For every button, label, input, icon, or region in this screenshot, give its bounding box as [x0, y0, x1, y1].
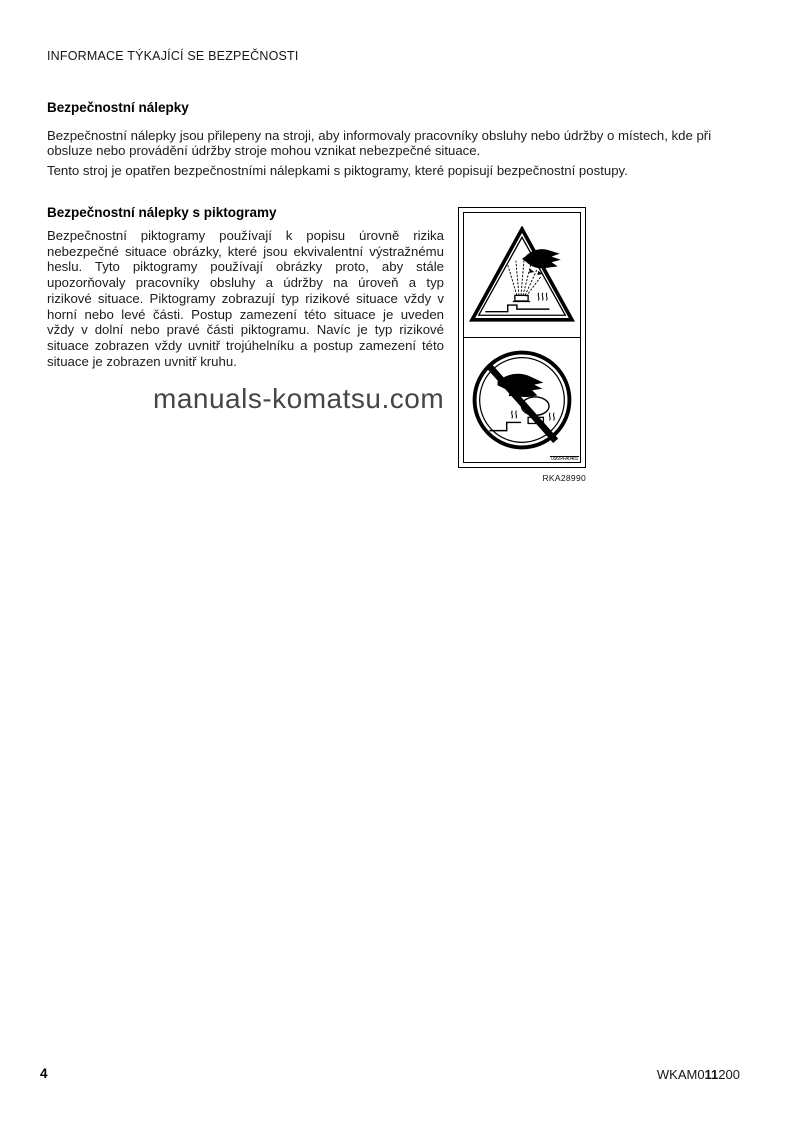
- paragraph-line: situace zobrazen vždy uvnitř trojúhelníku a postup zamezení této: [47, 337, 444, 353]
- running-header: INFORMACE TÝKAJÍCÍ SE BEZPEČNOSTI: [47, 49, 299, 63]
- paragraph-line: rizikové situace. Piktogramy zobrazují typ rizikové situace vždy v: [47, 290, 444, 306]
- watermark-text: manuals-komatsu.com: [153, 383, 445, 414]
- paragraph-line: Bezpečnostní nálepky jsou přilepeny na stroji, aby informovaly pracovníky obsluhy nebo údržby o místech, kde při: [47, 128, 712, 143]
- document-code: [657, 1067, 740, 1082]
- do-not-open-hot-prohibition-icon: [471, 349, 573, 451]
- paragraph-nalepky-2: [47, 163, 628, 178]
- document-code-suffix: 200: [718, 1067, 740, 1082]
- figure-cell-warning: [464, 213, 580, 338]
- paragraph-line: nebezpečné situace obrázky, které jsou ekvivalentní výstražnému: [47, 243, 444, 259]
- safety-label-figure: [458, 207, 586, 468]
- part-number-label: 09654-A0481: [551, 456, 578, 462]
- paragraph-line: vždy v dolní nebo pravé části piktogramu. Navíc je typ rizikové: [47, 322, 444, 338]
- section-title-nalepky: Bezpečnostní nálepky: [47, 100, 189, 115]
- paragraph-piktogramy: [47, 228, 444, 369]
- document-code-bold: 11: [704, 1067, 719, 1082]
- safety-label-frame: [463, 212, 581, 463]
- page-number: 4: [40, 1066, 48, 1081]
- paragraph-line: Bezpečnostní piktogramy používají k popisu úrovně rizika: [47, 228, 444, 243]
- figure-cell-prohibition: [464, 338, 580, 462]
- paragraph-line: horní nebo levé části. Postup zamezení této situace je uveden: [47, 306, 444, 322]
- figure-caption: RKA28990: [542, 473, 586, 483]
- section-title-piktogramy: Bezpečnostní nálepky s piktogramy: [47, 205, 277, 220]
- paragraph-line: situace je zobrazen uvnitř kruhu.: [47, 353, 237, 369]
- paragraph-line: Tento stroj je opatřen bezpečnostními nálepkami s piktogramy, které popisují bezpečnostní postupy.: [47, 163, 628, 178]
- paragraph-line: obsluze nebo provádění údržby stroje mohou vznikat nebezpečné situace.: [47, 143, 481, 159]
- document-code-prefix: WKAM0: [656, 1067, 705, 1082]
- paragraph-line: upozorňovaly pracovníky obsluhy a údržby na úroveň a typ: [47, 275, 444, 291]
- hot-fluid-warning-triangle-icon: [469, 226, 575, 324]
- paragraph-line: heslu. Tyto piktogramy používají obrázky proto, aby stále: [47, 259, 444, 275]
- paragraph-nalepky-1: [47, 128, 711, 159]
